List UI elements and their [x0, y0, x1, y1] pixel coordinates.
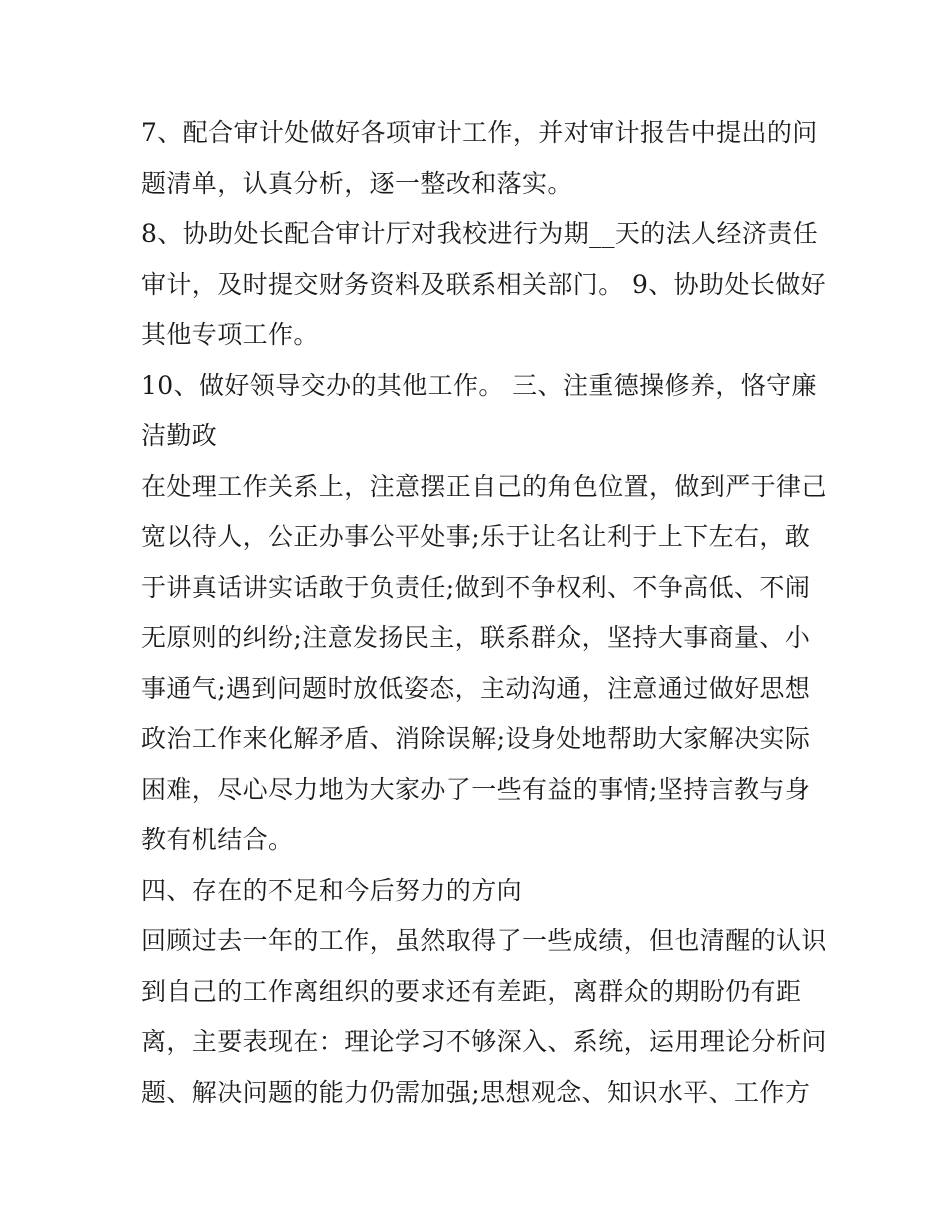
body-text: [141, 108, 827, 1118]
text-line: 政治工作来化解矛盾、消除误解;设身处地帮助大家解决实际: [141, 724, 811, 753]
text-line: 题清单，认真分析，逐一整改和落实。: [141, 168, 573, 198]
section-heading: 四、存在的不足和今后努力的方向: [141, 875, 523, 905]
text-line: 7、配合审计处做好各项审计工作，并对审计报告中提出的问: [141, 118, 818, 147]
text-line: 洁勤政: [141, 421, 218, 450]
text-line: 在处理工作关系上，注意摆正自己的角色位置，做到严于律己: [141, 471, 827, 501]
text-line: 8、协助处长配合审计厅对我校进行为期__天的法人经济责任: [141, 219, 819, 248]
text-line: 其他专项工作。: [141, 320, 319, 349]
text-line: 无原则的纠纷;注意发扬民主，联系群众，坚持大事商量、小: [141, 623, 811, 652]
text-line: 教有机结合。: [141, 825, 294, 854]
text-line: 于讲真话讲实话敢于负责任;做到不争权利、不争高低、不闹: [141, 572, 811, 602]
text-line: 到自己的工作离组织的要求还有差距，离群众的期盼仍有距: [141, 976, 802, 1006]
text-line: 回顾过去一年的工作，虽然取得了一些成绩，但也清醒的认识: [141, 926, 827, 955]
text-line: 审计，及时提交财务资料及联系相关部门。 9、协助处长做好: [141, 269, 827, 299]
text-line: 离，主要表现在：理论学习不够深入、系统，运用理论分析问: [141, 1027, 827, 1056]
text-line: 10、做好领导交办的其他工作。 三、注重德操修养，恪守廉: [141, 370, 817, 400]
text-line: 题、解决问题的能力仍需加强;思想观念、知识水平、工作方: [141, 1077, 811, 1107]
text-line: 宽以待人，公正办事公平处事;乐于让名让利于上下左右，敢: [141, 522, 811, 551]
text-line: 困难，尽心尽力地为大家办了一些有益的事情;坚持言教与身: [141, 774, 811, 804]
text-line: 事通气;遇到问题时放低姿态，主动沟通，注意通过做好思想: [141, 673, 811, 703]
